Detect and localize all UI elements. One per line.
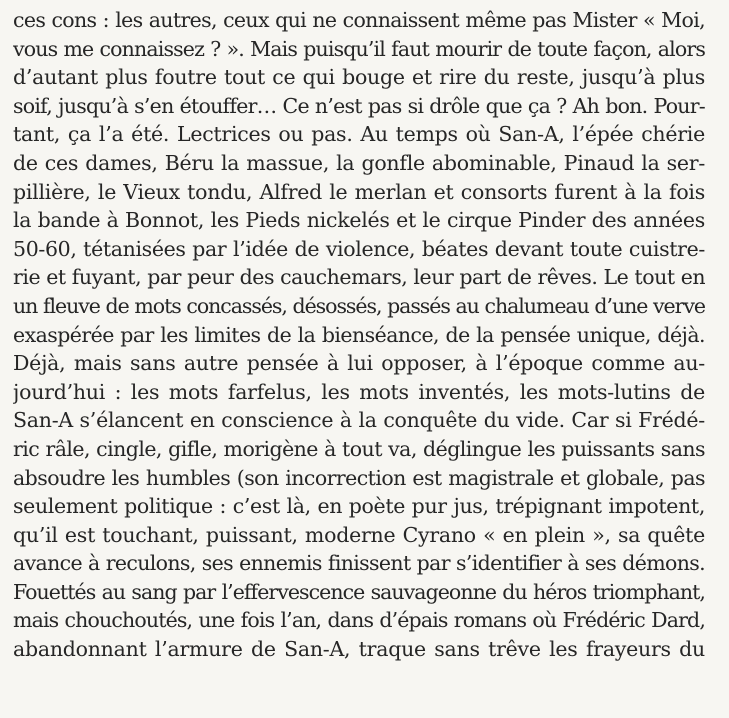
text-line: qu’il est touchant, puissant, moderne Cyrano « en plein », sa quête	[13, 522, 705, 547]
text-line: d’autant plus foutre tout ce qui bouge et rire du reste, jusqu’à plus	[13, 65, 705, 90]
text-line: 50-60, tétanisées par l’idée de violence, béates devant toute cuistre-	[13, 236, 705, 261]
text-line: un fleuve de mots concassés, désossés, passés au chalumeau d’une verve	[13, 293, 705, 318]
text-line: la bande à Bonnot, les Pieds nickelés et le cirque Pinder des années	[13, 208, 705, 233]
text-line: avance à reculons, ses ennemis finissent par s’identifier à ses démons.	[13, 551, 705, 576]
text-line: San-A s’élancent en conscience à la conquête du vide. Car si Frédé-	[13, 408, 705, 433]
text-line: de ces dames, Béru la massue, la gonfle abominable, Pinaud la ser-	[13, 150, 705, 175]
text-line: rie et fuyant, par peur des cauchemars, leur part de rêves. Le tout en	[13, 265, 705, 290]
text-line: Fouettés au sang par l’effervescence sauvageonne du héros triomphant,	[13, 579, 705, 604]
text-line: ces cons : les autres, ceux qui ne connaissent même pas Mister « Moi,	[13, 8, 705, 32]
text-line: ric râle, cingle, gifle, morigène à tout va, déglingue les puissants sans	[13, 436, 705, 461]
text-line: soif, jusqu’à s’en étouffer… Ce n’est pas si drôle que ça ? Ah bon. Pour-	[13, 93, 705, 118]
text-line: mais chouchoutés, une fois l’an, dans d’épais romans où Frédéric Dard,	[13, 608, 705, 633]
text-line: pillière, le Vieux tondu, Alfred le merlan et consorts furent à la fois	[13, 179, 705, 204]
text-line: exaspérée par les limites de la bienséance, de la pensée unique, déjà.	[13, 322, 705, 347]
text-line: Déjà, mais sans autre pensée à lui opposer, à l’époque comme au-	[13, 351, 705, 376]
text-line: abandonnant l’armure de San-A, traque sans trêve les frayeurs du	[13, 637, 705, 662]
text-line: tant, ça l’a été. Lectrices ou pas. Au temps où San-A, l’épée chérie	[13, 122, 705, 147]
body-text	[13, 6, 705, 664]
text-line: vous me connaissez ? ». Mais puisqu’il faut mourir de toute façon, alors	[13, 36, 705, 61]
text-line: seulement politique : c’est là, en poète pur jus, trépignant impotent,	[13, 494, 705, 519]
text-line: jourd’hui : les mots farfelus, les mots inventés, les mots-lutins de	[13, 379, 705, 404]
text-line: absoudre les humbles (son incorrection est magistrale et globale, pas	[13, 465, 705, 490]
